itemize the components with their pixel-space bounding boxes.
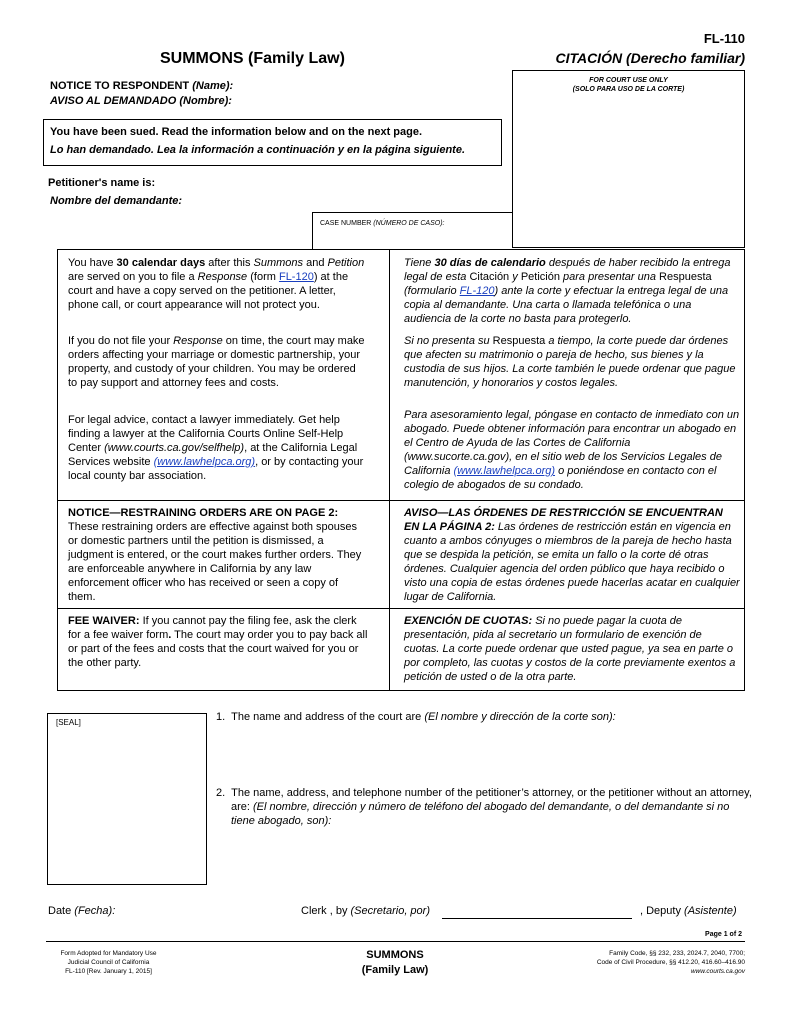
- right-para-3: Para asesoramiento legal, póngase en contacto de inmediato con un abogado. Puede obtener información para encontrar un abogado en el Centro de Ayuda de las Cortes de California (www.sucorte.ca.gov), en el sitio web de los Servicios Legales de California (www.lawhelpca.org) o poniéndose en contacto con el colegio de abogados de su condado.: [404, 409, 740, 491]
- footer-right: Family Code, §§ 232, 233, 2024.7, 2040, 7700; Code of Civil Procedure, §§ 412.20, 416.60–416.90 www.courts.ca.gov: [596, 950, 745, 975]
- court-use-label: FOR COURT USE ONLY (SOLO PARA USO DE LA CORTE): [572, 77, 685, 93]
- left-para-2: If you do not file your Response on time, the court may make orders affecting your marriage or domestic partnership, your property, and custody of your children. You may be ordered to pay support and attorney fees and costs.: [68, 335, 365, 389]
- seal-label: [SEAL]: [56, 718, 81, 727]
- left-para-4: NOTICE—RESTRAINING ORDERS ARE ON PAGE 2: These restraining orders are effective against both spouses or domestic partners until the petition is dismissed, a judgment is entered, or the court makes further orders. They are enforceable anywhere in California by any law enforcement officer who has received or seen a copy of them.: [68, 507, 362, 603]
- right-para-4: AVISO—LAS ÓRDENES DE RESTRICCIÓN SE ENCUENTRAN EN LA PÁGINA 2: Las órdenes de restricción están en vigencia en cuanto a ambos cónyuges o miembros de la pareja de hecho hasta que se despida la petición, se emita un fallo o la corte dé otras órdenes. Cualquier agencia del orden público que haya recibido o visto una copia de estas órdenes puede hacerlas acatar en cualquier lugar de California.: [404, 507, 740, 603]
- form-number: FL-110: [703, 31, 745, 46]
- lawhelp-link-es[interactable]: (www.lawhelpca.org): [453, 465, 556, 477]
- attorney-info-field[interactable]: [230, 830, 745, 880]
- footer-left: Form Adopted for Mandatory Use Judicial Council of California FL-110 [Rev. January 1, 2015]: [60, 950, 157, 975]
- sued-en: You have been sued. Read the information below and on the next page.: [50, 126, 423, 138]
- title-english: SUMMONS (Family Law): [160, 50, 345, 67]
- sued-es: Lo han demandado. Lea la información a continuación y en la página siguiente.: [50, 144, 466, 156]
- petitioner-name-label: Petitioner's name is:: [48, 177, 156, 189]
- petitioner-name-label-es: Nombre del demandante:: [50, 195, 183, 207]
- notice-respondent-label: NOTICE TO RESPONDENT (Name):: [50, 80, 234, 92]
- attorney-info-item: 2. The name, address, and telephone number of the petitioner’s attorney, or the petitioner without an attorney, are: (El nombre, dirección y número de teléfono del abogado del demandante, o del demandante si no tiene abogado, son):: [216, 787, 752, 827]
- right-para-2: Si no presenta su Respuesta a tiempo, la corte puede dar órdenes que afecten su matrimonio o pareja de hecho, sus bienes y la custodia de sus hijos. La corte también le puede ordenar que pague manutención, y honorarios y costos legales.: [404, 335, 736, 389]
- page-number: Page 1 of 2: [705, 931, 742, 938]
- fl120-link-es[interactable]: FL-120: [459, 285, 495, 297]
- footer-title: SUMMONS (Family Law): [361, 949, 429, 976]
- aviso-demandado-label: AVISO AL DEMANDADO (Nombre):: [50, 95, 232, 107]
- left-para-5: FEE WAIVER: If you cannot pay the filing fee, ask the clerk for a fee waiver form. The court may order you to pay back all or part of the fees and costs that the court waived for you or the other party.: [68, 615, 368, 669]
- deputy-label: , Deputy (Asistente): [640, 905, 737, 917]
- clerk-signature-line[interactable]: [442, 918, 632, 919]
- lawhelp-link[interactable]: (www.lawhelpca.org): [153, 456, 256, 468]
- right-para-5: EXENCIÓN DE CUOTAS: Si no puede pagar la cuota de presentación, pida al secretario un formulario de exención de cuotas. La corte puede ordenar que usted pague, ya sea en parte o por completo, las cuotas y costos de la corte previamente exentos a petición de usted o de la otra parte.: [404, 615, 736, 683]
- date-field[interactable]: [122, 902, 282, 918]
- clerk-label: Clerk , by (Secretario, por): [301, 905, 430, 917]
- title-spanish: CITACIÓN (Derecho familiar): [555, 50, 745, 66]
- court-name-address-item: 1. The name and address of the court are (El nombre y dirección de la corte son):: [216, 711, 616, 723]
- court-name-address-field[interactable]: [230, 728, 745, 778]
- left-para-3: For legal advice, contact a lawyer immediately. Get help finding a lawyer at the California Courts Online Self-Help Center (www.courts.ca.gov/selfhelp), at the California Legal Services website (www.lawhelpca.org), or by contacting your local county bar association.: [68, 414, 364, 482]
- fl120-link[interactable]: FL-120: [278, 271, 314, 283]
- date-label: Date (Fecha):: [48, 905, 116, 917]
- left-para-1: You have 30 calendar days after this Summons and Petition are served on you to file a Response (form FL-120) at the court and have a copy served on the petitioner. A letter, phone call, or court appearance will not protect you.: [68, 257, 365, 311]
- case-number-label: CASE NUMBER (NÚMERO DE CASO):: [320, 220, 445, 227]
- seal-box: [47, 713, 207, 885]
- right-para-1: Tiene 30 días de calendario después de haber recibido la entrega legal de esta Citación y Petición para presentar una Respuesta (formulario FL-120) ante la corte y efectuar la entrega legal de una copia al demandante. Una carta o llamada telefónica o una audiencia de la corte no basta para protegerlo.: [404, 257, 731, 325]
- court-use-box[interactable]: [512, 70, 745, 248]
- case-number-field[interactable]: [316, 230, 508, 246]
